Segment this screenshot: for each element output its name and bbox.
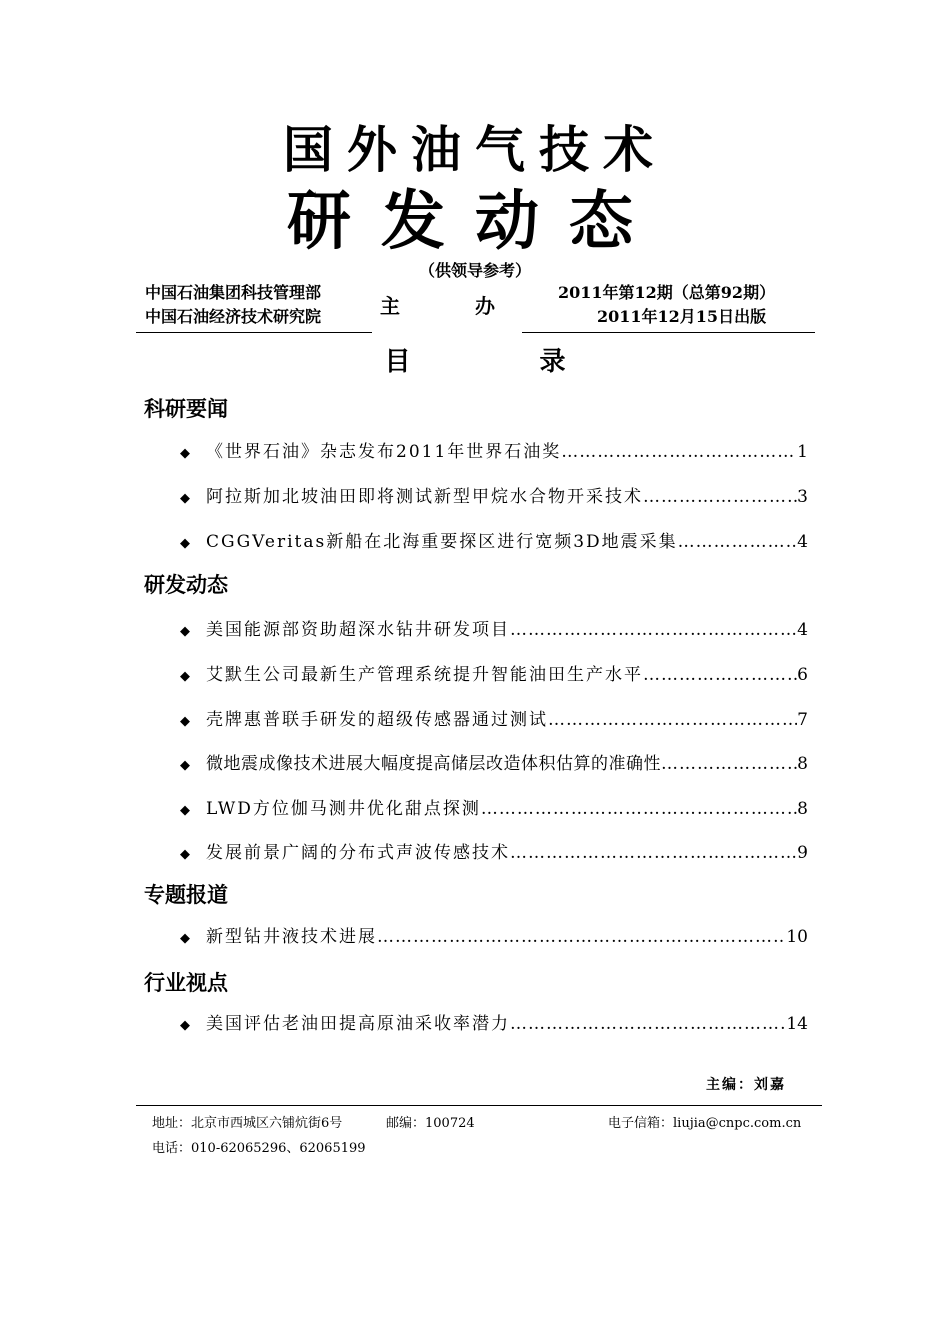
toc-item-page: 1 bbox=[797, 442, 808, 462]
diamond-bullet-icon: ◆ bbox=[180, 1018, 190, 1033]
toc-item-page: 4 bbox=[797, 620, 808, 640]
diamond-bullet-icon: ◆ bbox=[180, 536, 190, 551]
organizer-1: 中国石油集团科技管理部 bbox=[145, 283, 322, 302]
toc-section-heading: 专题报道 bbox=[144, 883, 228, 907]
diamond-bullet-icon: ◆ bbox=[180, 669, 190, 684]
toc-item[interactable] bbox=[180, 796, 808, 824]
toc-item-page: 9 bbox=[797, 843, 808, 863]
diamond-bullet-icon: ◆ bbox=[180, 446, 190, 461]
footer-email[interactable]: 电子信箱：liujia@cnpc.com.cn bbox=[608, 1116, 802, 1131]
toc-item-title: 美国评估老油田提高原油采收率潜力 bbox=[206, 1014, 510, 1034]
organizer-2: 中国石油经济技术研究院 bbox=[145, 307, 322, 326]
dot-leader bbox=[643, 484, 797, 510]
toc-item-page: 8 bbox=[797, 799, 808, 819]
toc-item-title: 艾默生公司最新生产管理系统提升智能油田生产水平 bbox=[206, 665, 643, 685]
toc-item-page: 10 bbox=[786, 927, 808, 947]
dot-leader bbox=[643, 662, 797, 688]
toc-title: 目 录 bbox=[384, 347, 626, 377]
toc-item-title: 发展前景广阔的分布式声波传感技术 bbox=[206, 843, 510, 863]
toc-item-title: 阿拉斯加北坡油田即将测试新型甲烷水合物开采技术 bbox=[206, 487, 643, 507]
diamond-bullet-icon: ◆ bbox=[180, 714, 190, 729]
toc-item-page: 6 bbox=[797, 665, 808, 685]
host-label: 主 办 bbox=[380, 294, 529, 318]
toc-item-title: CGGVeritas新船在北海重要探区进行宽频3D地震采集 bbox=[206, 532, 678, 552]
toc-item-title: LWD方位伽马测井优化甜点探测 bbox=[206, 799, 481, 819]
footer-postcode: 邮编：100724 bbox=[386, 1116, 475, 1131]
toc-item[interactable] bbox=[180, 484, 808, 512]
toc-item-page: 7 bbox=[797, 710, 808, 730]
audience-note: （供领导参考） bbox=[418, 261, 531, 280]
header-rule-right bbox=[522, 332, 815, 333]
footer-address: 地址：北京市西城区六铺炕街6号 bbox=[152, 1116, 343, 1131]
header-rule-left bbox=[136, 332, 372, 333]
editor-credit: 主编：刘嘉 bbox=[706, 1077, 786, 1093]
toc-item[interactable] bbox=[180, 529, 808, 557]
diamond-bullet-icon: ◆ bbox=[180, 931, 190, 946]
diamond-bullet-icon: ◆ bbox=[180, 803, 190, 818]
footer-phone: 电话：010-62065296、62065199 bbox=[152, 1141, 366, 1156]
footer-rule bbox=[136, 1105, 822, 1106]
toc-section-heading: 行业视点 bbox=[144, 971, 228, 995]
toc-section-heading: 研发动态 bbox=[144, 573, 228, 597]
toc-item[interactable] bbox=[180, 840, 808, 868]
diamond-bullet-icon: ◆ bbox=[180, 847, 190, 862]
diamond-bullet-icon: ◆ bbox=[180, 624, 190, 639]
toc-item-page: 4 bbox=[797, 532, 808, 552]
diamond-bullet-icon: ◆ bbox=[180, 758, 190, 773]
dot-leader bbox=[481, 796, 797, 822]
toc-item-title: 微地震成像技术进展大幅度提高储层改造体积估算的准确性 bbox=[206, 754, 661, 774]
dot-leader bbox=[548, 707, 797, 733]
toc-item-title: 壳牌惠普联手研发的超级传感器通过测试 bbox=[206, 710, 548, 730]
toc-item-page: 8 bbox=[797, 754, 808, 774]
dot-leader bbox=[377, 924, 786, 950]
journal-title: 国外油气技术 bbox=[283, 121, 667, 179]
diamond-bullet-icon: ◆ bbox=[180, 491, 190, 506]
toc-section-heading: 科研要闻 bbox=[144, 397, 228, 421]
dot-leader bbox=[678, 529, 798, 555]
toc-item[interactable] bbox=[180, 707, 808, 735]
dot-leader bbox=[510, 617, 797, 643]
toc-item[interactable] bbox=[180, 924, 808, 952]
issue-number: 2011年第12期（总第92期） bbox=[558, 283, 776, 302]
dot-leader bbox=[510, 840, 797, 866]
journal-subtitle-title: 研发动态 bbox=[287, 185, 663, 259]
toc-item[interactable] bbox=[180, 617, 808, 645]
toc-item-title: 美国能源部资助超深水钻井研发项目 bbox=[206, 620, 510, 640]
toc-item[interactable] bbox=[180, 662, 808, 690]
publish-date: 2011年12月15日出版 bbox=[597, 307, 767, 326]
toc-item[interactable] bbox=[180, 439, 808, 467]
toc-item-page: 14 bbox=[786, 1014, 808, 1034]
dot-leader bbox=[510, 1011, 786, 1037]
toc-item-title: 《世界石油》杂志发布2011年世界石油奖 bbox=[206, 442, 562, 462]
dot-leader bbox=[561, 439, 797, 465]
dot-leader bbox=[661, 751, 797, 777]
toc-item[interactable] bbox=[180, 1011, 808, 1039]
toc-item-title: 新型钻井液技术进展 bbox=[206, 927, 377, 947]
toc-item-page: 3 bbox=[797, 487, 808, 507]
toc-item[interactable] bbox=[180, 751, 808, 779]
